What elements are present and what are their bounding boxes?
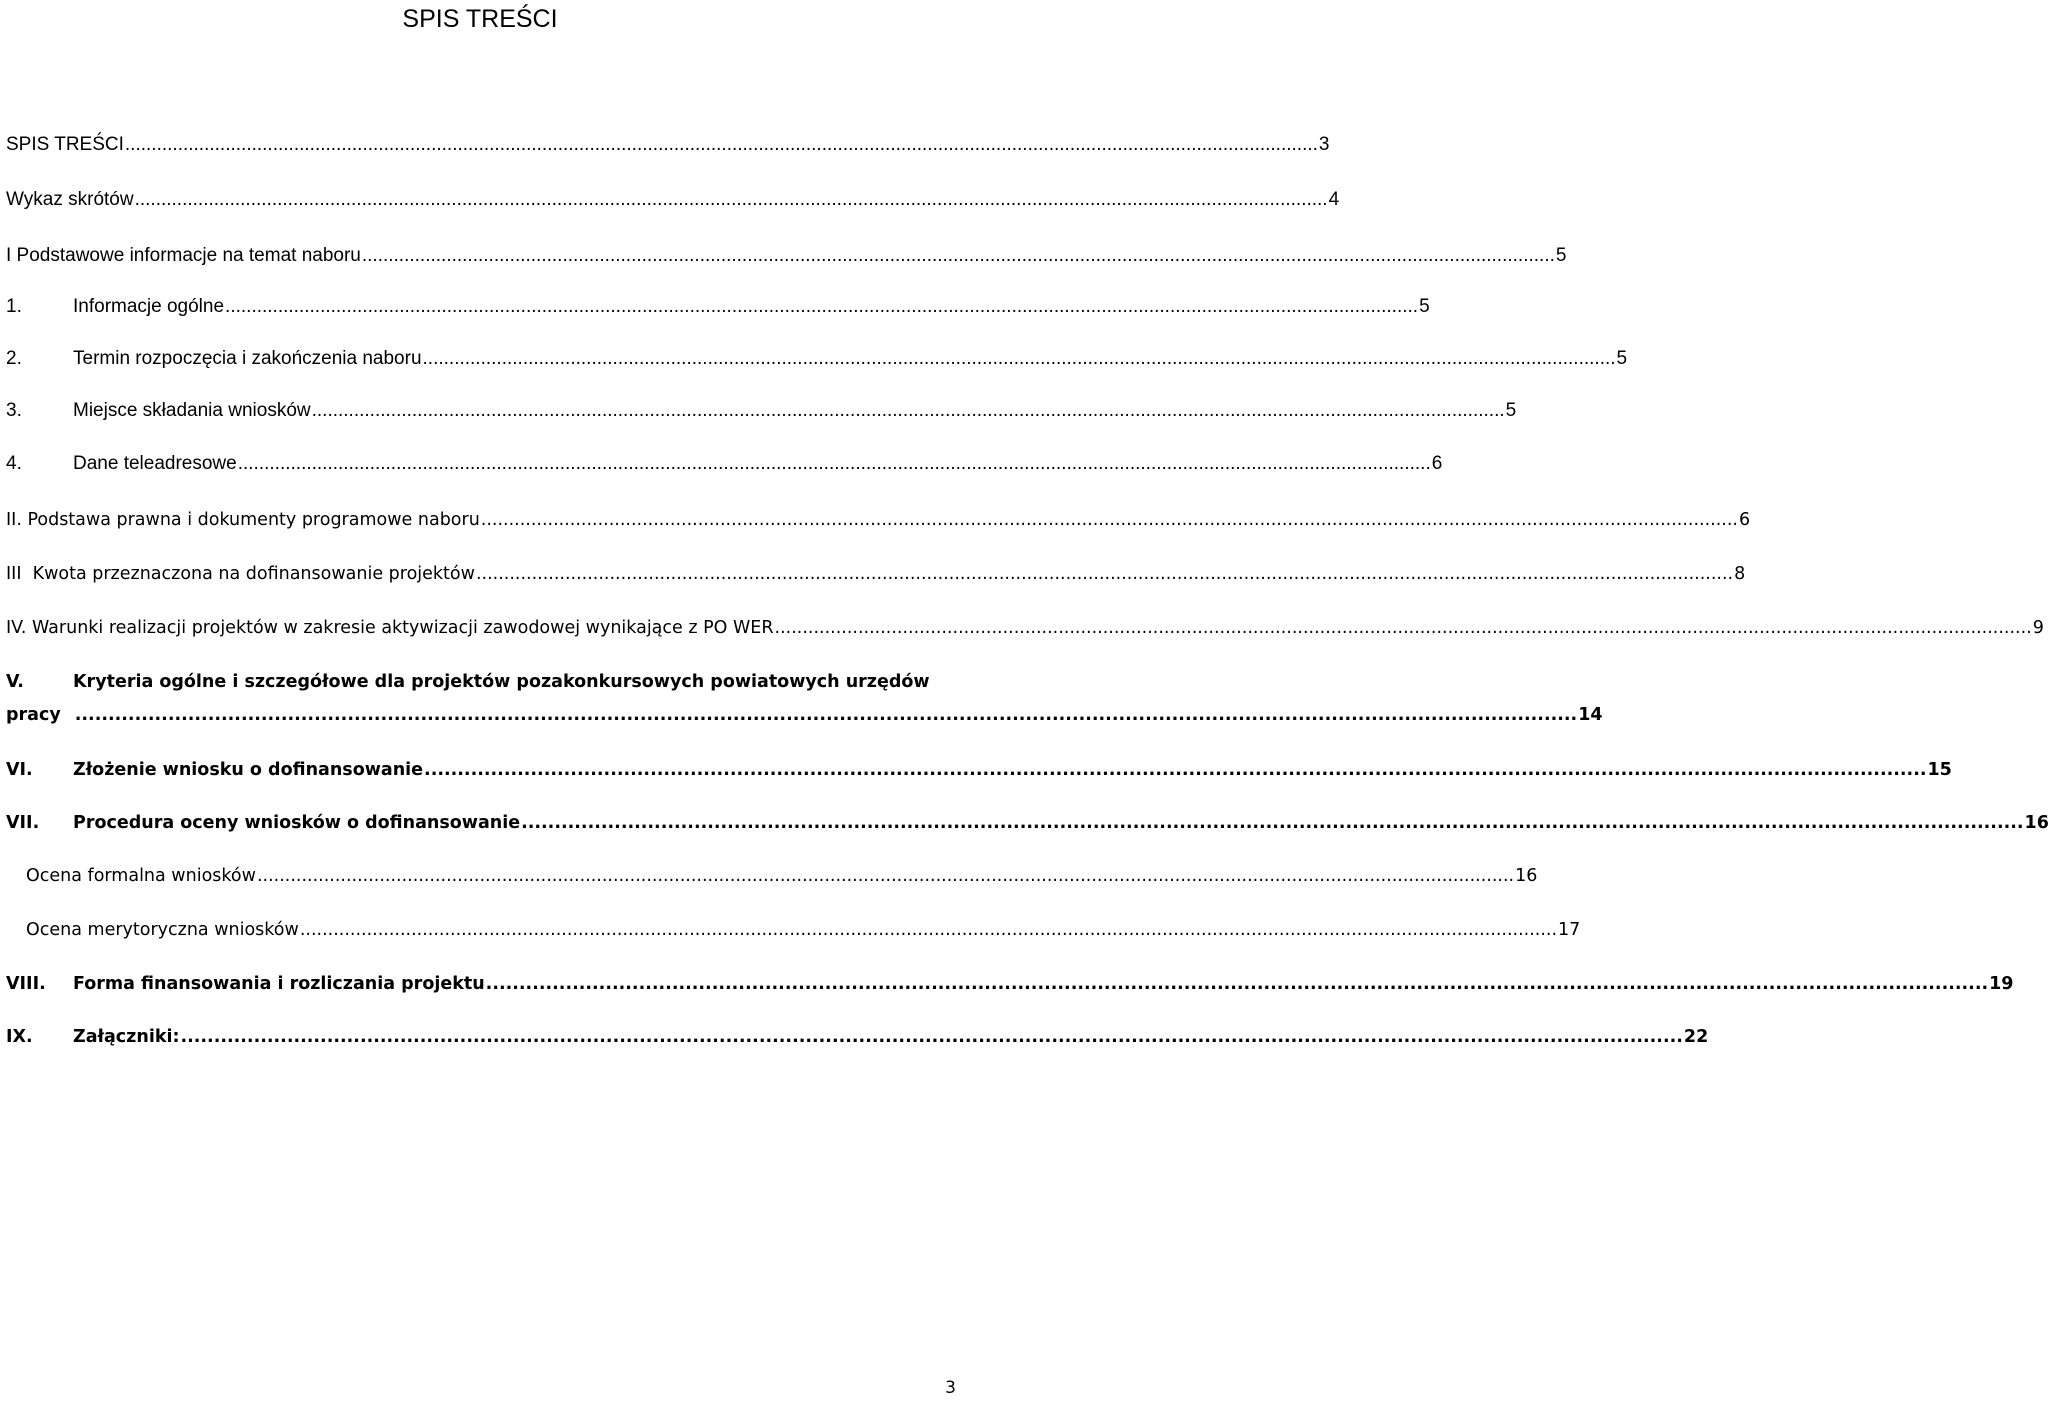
toc-entry-label: Kryteria ogólne i szczegółowe dla projektów pozakonkursowych powiatowych urzędów (73, 672, 930, 692)
toc-entry-label: Termin rozpoczęcia i zakończenia naboru (73, 348, 422, 369)
toc-entry-page: 5 (1555, 245, 1567, 266)
toc-entry-zalaczniki[interactable] (6, 1023, 1709, 1051)
toc-entry-number: 2. (6, 348, 22, 369)
dot-leader: .................................................................................................................................................................................................................................. (299, 920, 1558, 940)
toc-entry-label: Forma finansowania i rozliczania projektu (73, 974, 485, 994)
dot-leader: .................................................................................................................................................................................................................................. (311, 400, 1505, 421)
toc-entry-label: SPIS TREŚCI (6, 134, 124, 155)
toc-entry-wykaz-skrotow[interactable] (6, 186, 1340, 214)
toc-entry-warunki-realizacji[interactable] (6, 614, 2044, 642)
toc-entry-number: VI. (6, 760, 33, 780)
toc-entry-page: 19 (1989, 974, 2014, 994)
dot-leader: .................................................................................................................................................................................................................................. (256, 866, 1515, 886)
toc-entry-label: Dane teleadresowe (73, 453, 237, 474)
toc-entry-miejsce-skladania[interactable] (6, 397, 1517, 425)
toc-entry-dane-teleadresowe[interactable] (6, 450, 1443, 478)
dot-leader: .................................................................................................................................................................................................................................. (485, 974, 1989, 994)
toc-entry-page: 3 (1318, 134, 1330, 155)
toc-entry-page: 16 (1515, 866, 1538, 886)
dot-leader: .................................................................................................................................................................................................................................. (237, 453, 1431, 474)
toc-entry-page: 6 (1738, 510, 1751, 530)
toc-entry-label: pracy (6, 705, 61, 725)
toc-entry-number: 4. (6, 453, 22, 474)
toc-entry-termin-naboru[interactable] (6, 345, 1628, 373)
toc-entry-number: VIII. (6, 974, 46, 994)
toc-entry-page: 17 (1558, 920, 1581, 940)
page-number: 3 (945, 1378, 956, 1398)
toc-entry-page: 9 (2032, 618, 2044, 638)
toc-entry-kwota[interactable] (6, 560, 1746, 588)
toc-entry-page: 4 (1328, 189, 1340, 210)
dot-leader: .................................................................................................................................................................................................................................. (521, 813, 2024, 833)
toc-entry-kryteria-continued[interactable] (6, 701, 1603, 729)
page-title: SPIS TREŚCI (402, 5, 558, 33)
toc-entry-page: 16 (2024, 813, 2049, 833)
toc-entry-page: 5 (1419, 296, 1430, 317)
toc-entry-procedura-oceny[interactable] (6, 809, 2049, 837)
toc-entry-page: 8 (1734, 564, 1746, 584)
toc-entry-forma-finansowania[interactable] (6, 970, 2014, 998)
dot-leader: .................................................................................................................................................................................................................................. (774, 618, 2032, 638)
toc-entry-zlozenie-wniosku[interactable] (6, 756, 1952, 784)
toc-entry-label: IV. Warunki realizacji projektów w zakresie aktywizacji zawodowej wynikające z PO WER (6, 618, 774, 638)
toc-entry-ocena-formalna[interactable] (26, 862, 1538, 890)
toc-entry-number: 3. (6, 400, 22, 421)
toc-entry-informacje-ogolne[interactable] (6, 293, 1430, 321)
dot-leader: .................................................................................................................................................................................................................................. (424, 760, 1927, 780)
toc-entry-number: 1. (6, 296, 22, 317)
toc-entry-page: 5 (1505, 400, 1517, 421)
toc-entry-ocena-merytoryczna[interactable] (26, 916, 1581, 944)
toc-entry-number: IX. (6, 1027, 33, 1047)
dot-leader: .................................................................................................................................................................................................................................. (475, 564, 1734, 584)
dot-leader: .................................................................................................................................................................................................................................. (74, 705, 1578, 725)
toc-entry-kryteria[interactable] (6, 668, 946, 696)
toc-entry-podstawa-prawna[interactable] (6, 506, 1751, 534)
toc-entry-label: Załączniki: (73, 1027, 180, 1047)
toc-entry-page: 22 (1683, 1027, 1709, 1047)
toc-entry-label: Miejsce składania wniosków (73, 400, 311, 421)
toc-entry-page: 15 (1927, 760, 1952, 780)
dot-leader: .................................................................................................................................................................................................................................. (134, 189, 1328, 210)
toc-entry-page: 5 (1616, 348, 1628, 369)
toc-entry-label: Informacje ogólne (73, 296, 225, 317)
dot-leader: .................................................................................................................................................................................................................................. (480, 510, 1738, 530)
dot-leader: .................................................................................................................................................................................................................................. (124, 134, 1318, 155)
toc-entry-label: Ocena formalna wniosków (26, 866, 256, 886)
toc-entry-label: Wykaz skrótów (6, 189, 134, 210)
toc-entry-spis-tresci[interactable] (6, 131, 1330, 159)
dot-leader: .................................................................................................................................................................................................................................. (180, 1027, 1683, 1047)
toc-entry-number: V. (6, 672, 24, 692)
toc-entry-label: II. Podstawa prawna i dokumenty programowe naboru (6, 510, 480, 530)
toc-entry-label: III Kwota przeznaczona na dofinansowanie projektów (6, 564, 475, 584)
toc-entry-number: VII. (6, 813, 40, 833)
dot-leader: .................................................................................................................................................................................................................................. (225, 296, 1419, 317)
toc-entry-label: Złożenie wniosku o dofinansowanie (73, 760, 424, 780)
toc-entry-label: I Podstawowe informacje na temat naboru (6, 245, 361, 266)
toc-entry-label: Ocena merytoryczna wniosków (26, 920, 299, 940)
dot-leader: .................................................................................................................................................................................................................................. (422, 348, 1616, 369)
toc-entry-page: 14 (1578, 705, 1603, 725)
toc-entry-label: Procedura oceny wniosków o dofinansowanie (73, 813, 521, 833)
toc-entry-podstawowe-informacje[interactable] (6, 242, 1567, 270)
toc-entry-page: 6 (1431, 453, 1443, 474)
dot-leader: .................................................................................................................................................................................................................................. (361, 245, 1555, 266)
